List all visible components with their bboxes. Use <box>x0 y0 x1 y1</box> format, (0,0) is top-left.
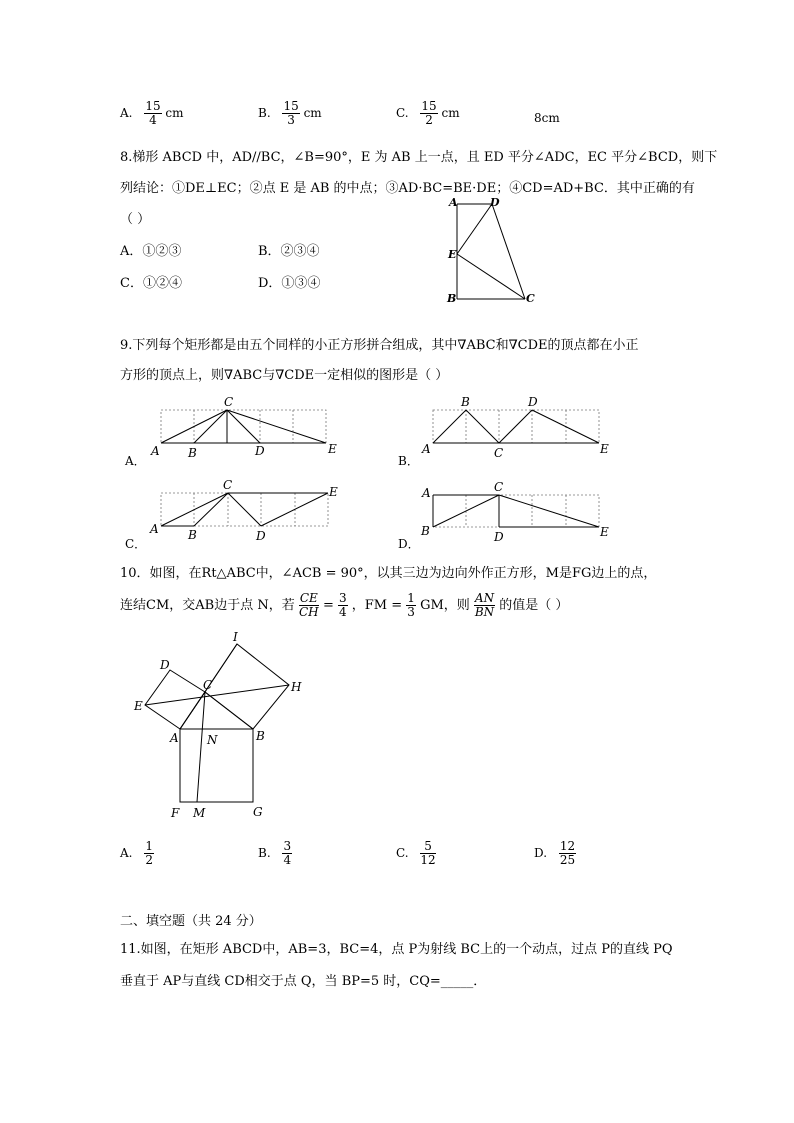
q10-label-e: E <box>134 699 143 713</box>
q11-line1: 11.如图，在矩形 ABCD中，AB=3，BC=4，点 P为射线 BC上的一个动点，过点 P的直线 PQ <box>120 942 673 957</box>
q9d-label-d: D <box>494 530 504 544</box>
q10-line2: 连结CM，交AB边于点 N，若 $\frac{CE}{CH}$ = $\frac{3}{4}$ ，FM = $\frac{1}{3}$ GM，则 $\frac{AN}{BN}$ 的值是（ ） <box>120 591 569 619</box>
q9-figure-c <box>145 476 355 546</box>
q9d-label-b: B <box>421 524 430 538</box>
q8-option-d: D．①③④ <box>258 276 321 291</box>
q9a-label-a: A <box>151 444 160 458</box>
q9-figure-d <box>418 476 618 546</box>
q8-option-c: C．①②④ <box>120 276 182 291</box>
q10-option-b: B. $\frac{3}{4}$ <box>258 839 292 867</box>
q10-label-f: F <box>171 806 180 820</box>
q8-label-e: E <box>448 248 457 261</box>
q9b-label-c: C <box>494 446 504 460</box>
q8-blank: （ ） <box>120 212 151 227</box>
q10-option-d: D. $\frac{12}{25}$ <box>534 839 576 867</box>
q10-label-n: N <box>207 733 218 747</box>
q8-option-b: B．②③④ <box>258 244 320 259</box>
q10-label-b: B <box>256 729 265 743</box>
q9-option-d-letter: D． <box>398 537 420 551</box>
q9a-label-b: B <box>188 446 197 460</box>
q8-label-d: D <box>490 196 500 209</box>
q9a-label-c: C <box>224 395 234 409</box>
q9c-label-b: B <box>188 528 197 542</box>
q9d-label-c: C <box>494 480 504 494</box>
q7-option-c: C. $\frac{15}{2}$ cm <box>396 99 460 127</box>
q9c-label-c: C <box>223 478 233 492</box>
q10-figure <box>125 632 325 827</box>
q9b-label-a: A <box>422 442 431 456</box>
q11-line2: 垂直于 AP与直线 CD相交于点 Q，当 BP=5 时，CQ=_____． <box>120 974 487 989</box>
q10-label-d: D <box>160 658 170 672</box>
q9a-label-d: D <box>255 444 265 458</box>
q9b-label-b: B <box>461 395 470 409</box>
q9c-label-d: D <box>256 529 266 543</box>
q10-option-c: C. $\frac{5}{12}$ <box>396 839 436 867</box>
q10-option-a: A. $\frac{1}{2}$ <box>120 839 153 867</box>
q8-line1: 8.梯形 ABCD 中，AD//BC，∠B=90°，E 为 AB 上一点，且 ED 平分∠ADC，EC 平分∠BCD，则下 <box>120 150 718 165</box>
q9-option-c-letter: C． <box>125 537 147 551</box>
q8-option-a: A．①②③ <box>120 244 182 259</box>
q10-label-m: M <box>193 806 206 820</box>
q9-figure-a <box>145 393 355 463</box>
q7-option-a: A. $\frac{15}{4}$ cm <box>120 99 184 127</box>
q8-label-c: C <box>526 292 535 305</box>
q9c-label-e: E <box>329 485 338 499</box>
q7-option-d: 8cm <box>534 111 560 125</box>
q10-line1: 10．如图，在Rt△ABC中，∠ACB = 90°，以其三边为边向外作正方形，M是FG边上的点， <box>120 566 657 581</box>
section2-title: 二、填空题（共 24 分） <box>120 914 262 929</box>
q9-line1: 9.下列每个矩形都是由五个同样的小正方形拼合组成，其中∇ABC和∇CDE的顶点都在小正 <box>120 338 639 353</box>
q9d-label-e: E <box>600 525 609 539</box>
q9-option-b-letter: B． <box>398 454 419 468</box>
q10-label-a: A <box>170 731 179 745</box>
q10-label-g: G <box>253 805 263 819</box>
q8-label-b: B <box>447 292 457 305</box>
q9-line2: 方形的顶点上，则∇ABC与∇CDE一定相似的图形是（ ） <box>120 368 449 383</box>
q9b-label-d: D <box>528 395 538 409</box>
q8-line2: 列结论：①DE⊥EC；②点 E 是 AB 的中点；③AD·BC=BE·DE；④CD=AD+BC．其中正确的有 <box>120 181 695 196</box>
q9b-label-e: E <box>600 442 609 456</box>
q9-option-a-letter: A． <box>125 454 146 468</box>
q7-option-b: B. $\frac{15}{3}$ cm <box>258 99 322 127</box>
q8-figure <box>440 192 550 312</box>
q9a-label-e: E <box>328 442 337 456</box>
q10-label-c: C <box>203 678 213 692</box>
q10-label-i: I <box>233 632 238 644</box>
q8-label-a: A <box>449 196 458 209</box>
q9-figure-b <box>418 393 618 463</box>
q9d-label-a: A <box>422 486 431 500</box>
q9c-label-a: A <box>150 522 159 536</box>
q10-label-h: H <box>291 680 302 694</box>
